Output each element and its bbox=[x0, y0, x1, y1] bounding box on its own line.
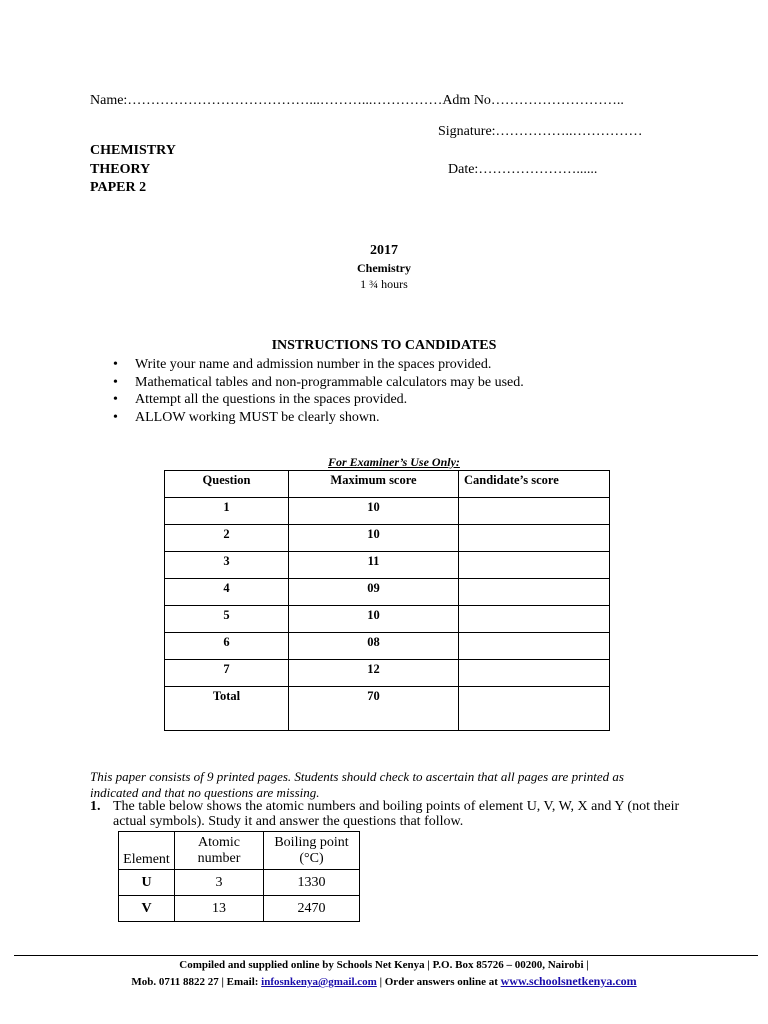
candidate-score-cell bbox=[459, 525, 610, 552]
exam-duration: 1 ¾ hours bbox=[360, 277, 408, 291]
instructions-list bbox=[110, 356, 524, 426]
max-score-cell: 10 bbox=[289, 606, 459, 633]
theory-heading: THEORY bbox=[90, 162, 151, 177]
footer-mobile-text: Mob. 0711 8822 27 | Email: bbox=[131, 976, 262, 988]
question-cell: 1 bbox=[165, 498, 289, 525]
candidate-score-cell bbox=[459, 579, 610, 606]
question-text-line1: The table below shows the atomic numbers and boiling points of element U, V, W, X and Y (not their bbox=[113, 799, 680, 814]
name-adm-line: Name:…………………………………...………...……………Adm No……………………….. bbox=[90, 93, 624, 108]
instruction-item: • ALLOW working MUST be clearly shown. bbox=[110, 409, 524, 427]
atomic-number-cell: 3 bbox=[175, 870, 264, 896]
subject-heading: CHEMISTRY bbox=[90, 143, 176, 158]
pages-notice-line1: This paper consists of 9 printed pages. Students should check to ascertain that all pages are printed as bbox=[90, 769, 624, 784]
question-number: 1. bbox=[90, 799, 101, 814]
boiling-point-cell: 1330 bbox=[264, 870, 360, 896]
pages-notice-line2: indicated and that no questions are missing. bbox=[90, 785, 320, 800]
table-row bbox=[165, 633, 610, 660]
question-text-line2: actual symbols). Study it and answer the questions that follow. bbox=[113, 814, 464, 829]
boiling-point-cell: 2470 bbox=[264, 896, 360, 922]
examiner-caption: For Examiner’s Use Only: bbox=[328, 455, 460, 469]
max-score-cell: 10 bbox=[289, 525, 459, 552]
max-score-cell: 09 bbox=[289, 579, 459, 606]
table-header-row bbox=[119, 832, 360, 870]
table-row bbox=[165, 525, 610, 552]
max-score-cell: 12 bbox=[289, 660, 459, 687]
question-cell: 3 bbox=[165, 552, 289, 579]
candidate-score-cell bbox=[459, 660, 610, 687]
atomic-number-cell: 13 bbox=[175, 896, 264, 922]
element-cell: V bbox=[119, 896, 175, 922]
max-score-cell: 11 bbox=[289, 552, 459, 579]
max-score-cell: 08 bbox=[289, 633, 459, 660]
footer-line2 bbox=[0, 974, 768, 989]
total-candidate-cell bbox=[459, 687, 610, 731]
table-header-row bbox=[165, 471, 610, 498]
website-link[interactable]: www.schoolsnetkenya.com bbox=[500, 974, 637, 988]
question-cell: 7 bbox=[165, 660, 289, 687]
table-row bbox=[165, 660, 610, 687]
candidate-score-cell bbox=[459, 633, 610, 660]
question-cell: 4 bbox=[165, 579, 289, 606]
candidate-score-cell bbox=[459, 498, 610, 525]
instructions-heading: INSTRUCTIONS TO CANDIDATES bbox=[271, 338, 497, 353]
table-row bbox=[165, 579, 610, 606]
exam-subject: Chemistry bbox=[357, 261, 411, 275]
header-question: Question bbox=[165, 471, 289, 498]
instruction-item: • Mathematical tables and non-programmable calculators may be used. bbox=[110, 374, 524, 392]
question-cell: 5 bbox=[165, 606, 289, 633]
footer-line1: Compiled and supplied online by Schools Net Kenya | P.O. Box 85726 – 00200, Nairobi | bbox=[179, 959, 589, 971]
question-cell: 6 bbox=[165, 633, 289, 660]
footer-divider bbox=[14, 955, 758, 956]
exam-year: 2017 bbox=[370, 243, 398, 258]
total-max-cell: 70 bbox=[289, 687, 459, 731]
header-candidate-score: Candidate’s score bbox=[459, 471, 610, 498]
paper-heading: PAPER 2 bbox=[90, 180, 147, 195]
table-row bbox=[165, 606, 610, 633]
email-link[interactable]: infosnkenya@gmail.com bbox=[261, 976, 377, 988]
element-cell: U bbox=[119, 870, 175, 896]
header-maximum-score: Maximum score bbox=[289, 471, 459, 498]
total-label-cell: Total bbox=[165, 687, 289, 731]
element-table bbox=[118, 831, 360, 922]
candidate-score-cell bbox=[459, 552, 610, 579]
max-score-cell: 10 bbox=[289, 498, 459, 525]
signature-line: Signature:……………..…………… bbox=[438, 124, 643, 139]
header-atomic-number: Atomic number bbox=[175, 832, 264, 870]
table-row bbox=[119, 896, 360, 922]
table-row bbox=[165, 552, 610, 579]
question-cell: 2 bbox=[165, 525, 289, 552]
table-row bbox=[119, 870, 360, 896]
instruction-item: • Write your name and admission number in the spaces provided. bbox=[110, 356, 524, 374]
header-boiling-point: Boiling point (°C) bbox=[264, 832, 360, 870]
header-element: Element bbox=[119, 832, 175, 870]
candidate-score-cell bbox=[459, 606, 610, 633]
instruction-item: • Attempt all the questions in the spaces provided. bbox=[110, 391, 524, 409]
date-line: Date:…………………...... bbox=[448, 162, 598, 177]
table-total-row bbox=[165, 687, 610, 731]
examiner-score-table bbox=[164, 470, 610, 731]
footer-order-text: | Order answers online at bbox=[376, 976, 501, 988]
table-row bbox=[165, 498, 610, 525]
